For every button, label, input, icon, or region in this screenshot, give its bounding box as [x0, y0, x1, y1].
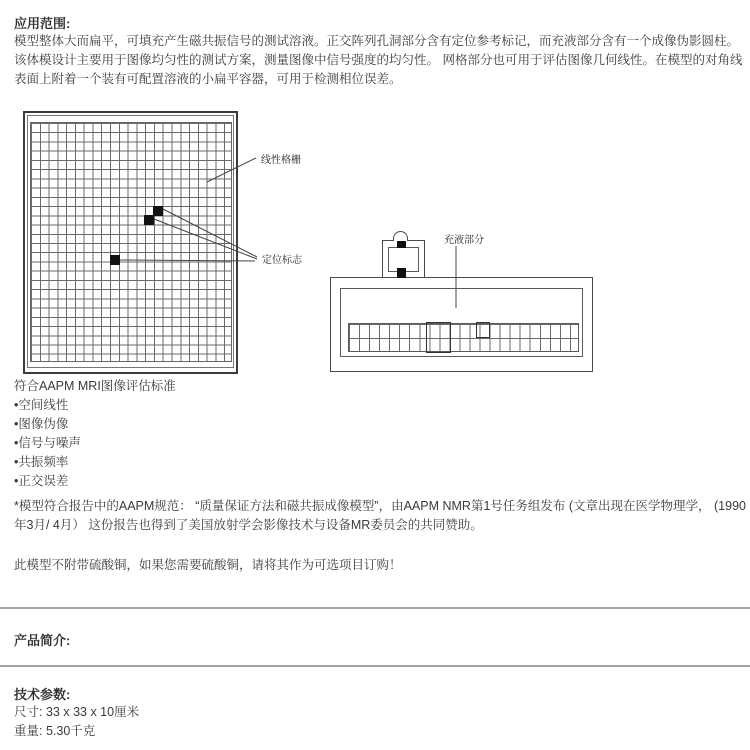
application-scope-paragraph-2: 该体模设计主要用于图像均匀性的测试方案，测量图像中信号强度的均匀性。 网格部分也可用于评估图像几何线性。在模型的对角线表面上附着一个装有可配置溶液的小扁平容器，可用于检测相位误差。	[14, 53, 743, 86]
standards-item	[14, 434, 81, 453]
copper-sulfate-note: 此模型不附带硫酸铜，如果您需要硫酸铜，请将其作为可选项目订购！	[14, 558, 402, 572]
standards-item-label: 图像伪像	[18, 417, 69, 431]
front-view-linearity-grid	[30, 122, 232, 362]
standards-item	[14, 415, 81, 434]
standards-item-label: 信号与噪声	[18, 436, 81, 450]
positioning-marker-3	[110, 255, 120, 265]
weight-row	[14, 722, 95, 741]
product-intro-heading: 产品简介:	[14, 633, 71, 648]
front-view-grid-label: 线性格栅	[261, 155, 301, 166]
side-view-hole-array-grid	[348, 323, 579, 352]
section-divider-top	[0, 607, 750, 609]
bullet-glyph: •	[14, 474, 19, 488]
standards-item-label: 正交误差	[18, 474, 69, 488]
application-scope-paragraph-1: 模型整体大而扁平，可填充产生磁共振信号的测试溶液。正交阵列孔洞部分含有定位参考标记，而充液部分含有一个成像伪影圆柱。	[14, 34, 740, 48]
bullet-glyph: •	[14, 398, 19, 412]
section-divider-bottom	[0, 665, 750, 667]
weight-label: 重量:	[14, 724, 43, 738]
side-view-highlight-cell-b	[476, 322, 490, 338]
dimensions-row	[14, 703, 139, 722]
side-view-highlight-cell-a	[426, 322, 451, 353]
dimensions-value: 33 x 33 x 10厘米	[45, 705, 140, 719]
phantom-diagrams	[0, 105, 750, 380]
standards-list	[14, 396, 81, 491]
bullet-glyph: •	[14, 417, 19, 431]
tech-params-heading: 技术参数:	[14, 687, 71, 702]
standards-item	[14, 453, 81, 472]
dimensions-label: 尺寸:	[14, 705, 43, 719]
side-view-fill-label: 充液部分	[444, 235, 484, 246]
bullet-glyph: •	[14, 455, 19, 469]
weight-value: 5.30千克	[45, 724, 96, 738]
standards-item	[14, 396, 81, 415]
positioning-marker-2	[144, 215, 154, 225]
flat-container-handle	[393, 231, 408, 241]
standards-item-label: 共振频率	[18, 455, 69, 469]
standards-item-label: 空间线性	[18, 398, 69, 412]
bullet-glyph: •	[14, 436, 19, 450]
flat-container-bottom-plug	[397, 268, 406, 278]
front-view-markers-label: 定位标志	[262, 255, 302, 266]
standards-heading: 符合AAPM MRI图像评估标准	[14, 379, 176, 393]
application-scope-heading: 应用范围:	[14, 16, 71, 31]
positioning-marker-1	[153, 206, 163, 216]
standards-item	[14, 472, 81, 491]
aapm-specification-note: *模型符合报告中的AAPM规范： “质量保证方法和磁共振成像模型”，由AAPM NMR第1号任务组发布 (文章出现在医学物理学， (1990年3月/ 4月） 这份报告也得到了美国放射学会影像技术与设备MR委员会的共同赞助。	[14, 499, 746, 532]
